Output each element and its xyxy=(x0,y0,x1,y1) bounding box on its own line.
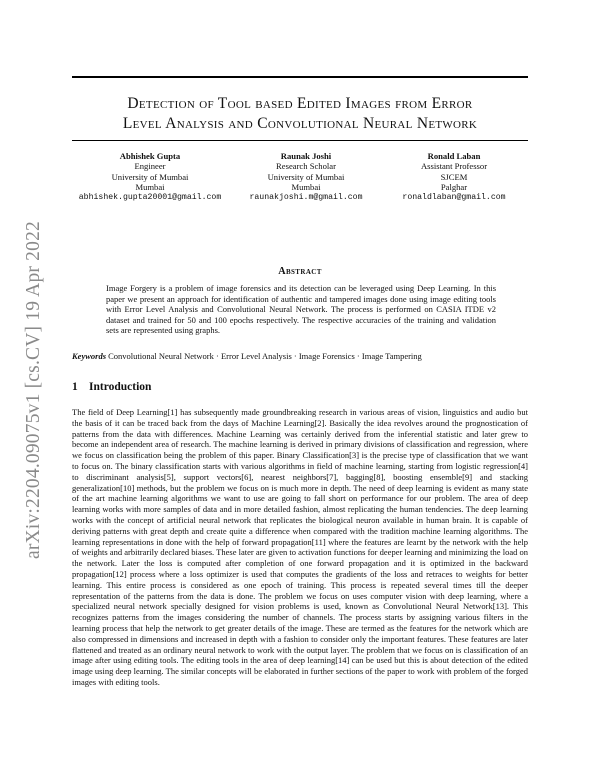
author-name: Abhishek Gupta xyxy=(119,151,181,161)
abstract-text: Image Forgery is a problem of image forensics and its detection can be leveraged using Deep Learning. In this paper we present an approach for identification of authentic and tampered images done using image editing tools with Error Level Analysis and Convolutional Neural Network. The process is performed on CASIA ITDE v2 dataset and trained for 50 and 100 epochs respectively. The respective accuracies of the training and validation sets are represented using graphs. xyxy=(106,283,496,336)
author-role: Assistant Professor xyxy=(420,161,488,172)
author-location: Palghar xyxy=(440,182,468,193)
keywords-label: Keywords xyxy=(72,351,106,361)
paper-title-line-2: Level Analysis and Convolutional Neural Network xyxy=(122,115,478,132)
author-role: Engineer xyxy=(134,161,166,172)
section-heading xyxy=(72,381,151,393)
author-email[interactable]: raunakjoshi.m@gmail.com xyxy=(249,192,363,202)
section-number: 1 xyxy=(72,381,78,393)
paper-title-line-1: Detection of Tool based Edited Images from Error xyxy=(127,95,473,112)
introduction-paragraph: The field of Deep Learning[1] has subsequently made groundbreaking research in various areas of vision, linguistics and audio but the basis of it can be traced back from the days of Machine Learning[2]. Basically the idea revolves around the prognostication of patterns from the data with differences. Machine Learning was certainly derived from the inferential statistic and later grew to become an independent area of research. The machine learning is derived in primary divisions of classification and regression, where we focus on classification being the problem of this paper. Binary Classification[3] is the precise type of classification that we want to focus on. The binary classification starts with various algorithms in field of machine learning, starting from logistic regression[4] to discriminant analysis[5], support vectors[6], nearest neighbors[7], bagging[8], boosting ensemble[9] and stacking generalization[10] methods, but the problem we focus on is much more in depth. The need of deep learning is evident as many state of the art machine learning algorithms we want to use are going to fall short on performance for our problem. The area of deep learning works with more samples of data and in more detailed fashion, almost replicating the human tendencies. The deep learning works with the concept of artificial neural network that replicates the biological neuron available in human brain. It is capable of deriving patterns with great depth and create quite a difference when compared with the tradition machine learning algorithms. The learning representations in done with the help of forward propagation[11] where the features are learnt by the network with the help of weights and arbitrarily declared biases. These later are given to activation functions for deeper learning and minimizing the load on the network. Later the loss is computed after completion of one forward propagation and it is optimized in the backward propagation[12] process where a loss optimizer is used that computes the gradients of the loss and retraces to weights for better learning. This entire process is considered as one epoch of training. This process is repeated several times till the deeper representation of the patterns from the data is done. The problem we focus on uses computer vision with deep learning, where a specialized neural network specially designed for vision problems is used, known as Convolutional Neural Network[13]. This recognizes patterns from the images considering the number of channels. The process starts by assigning various filters in the learning process that help the network to get greater details of the image. These are termed as the features for the network which are also compressed in dimensions and increased in depth with a fashion to consider only the important features. These features are later flattened and treated as an ordinary neural network to work with the output layer. The problem that we focus on is classification of an image after using editing tools. The editing tools in the area of deep learning[14] can be used but this is about detection of the edited image using deep learning. The similar concepts will be elaborated in further sections of the paper to work with problem of the forged images with editing tools. xyxy=(72,407,528,687)
author-2 xyxy=(228,151,384,203)
introduction-body xyxy=(72,407,528,688)
author-location: Mumbai xyxy=(135,182,165,193)
keywords-line xyxy=(72,351,528,362)
abstract-heading-text: Abstract xyxy=(278,266,322,277)
keywords-list: Convolutional Neural Network · Error Level Analysis · Image Forensics · Image Tampering xyxy=(108,351,422,361)
author-3 xyxy=(376,151,532,203)
author-1 xyxy=(72,151,228,203)
abstract-heading xyxy=(72,266,528,277)
author-name: Raunak Joshi xyxy=(280,151,332,161)
paper-title xyxy=(72,94,528,134)
title-rule-top xyxy=(72,76,528,78)
author-affiliation: SJCEM xyxy=(440,171,468,182)
arxiv-identifier: arXiv:2204.09075v1 [cs.CV] 19 Apr 2022 xyxy=(23,221,44,559)
arxiv-sidebar-stamp xyxy=(20,200,48,580)
author-affiliation: University of Mumbai xyxy=(111,171,189,182)
author-location: Mumbai xyxy=(291,182,321,193)
author-role: Research Scholar xyxy=(276,161,336,172)
author-email[interactable]: ronaldlaban@gmail.com xyxy=(402,192,506,202)
author-email[interactable]: abhishek.gupta20001@gmail.com xyxy=(78,192,222,202)
section-title: Introduction xyxy=(89,381,152,393)
author-name: Ronald Laban xyxy=(427,151,481,161)
title-rule-bottom xyxy=(72,140,528,141)
author-affiliation: University of Mumbai xyxy=(267,171,345,182)
